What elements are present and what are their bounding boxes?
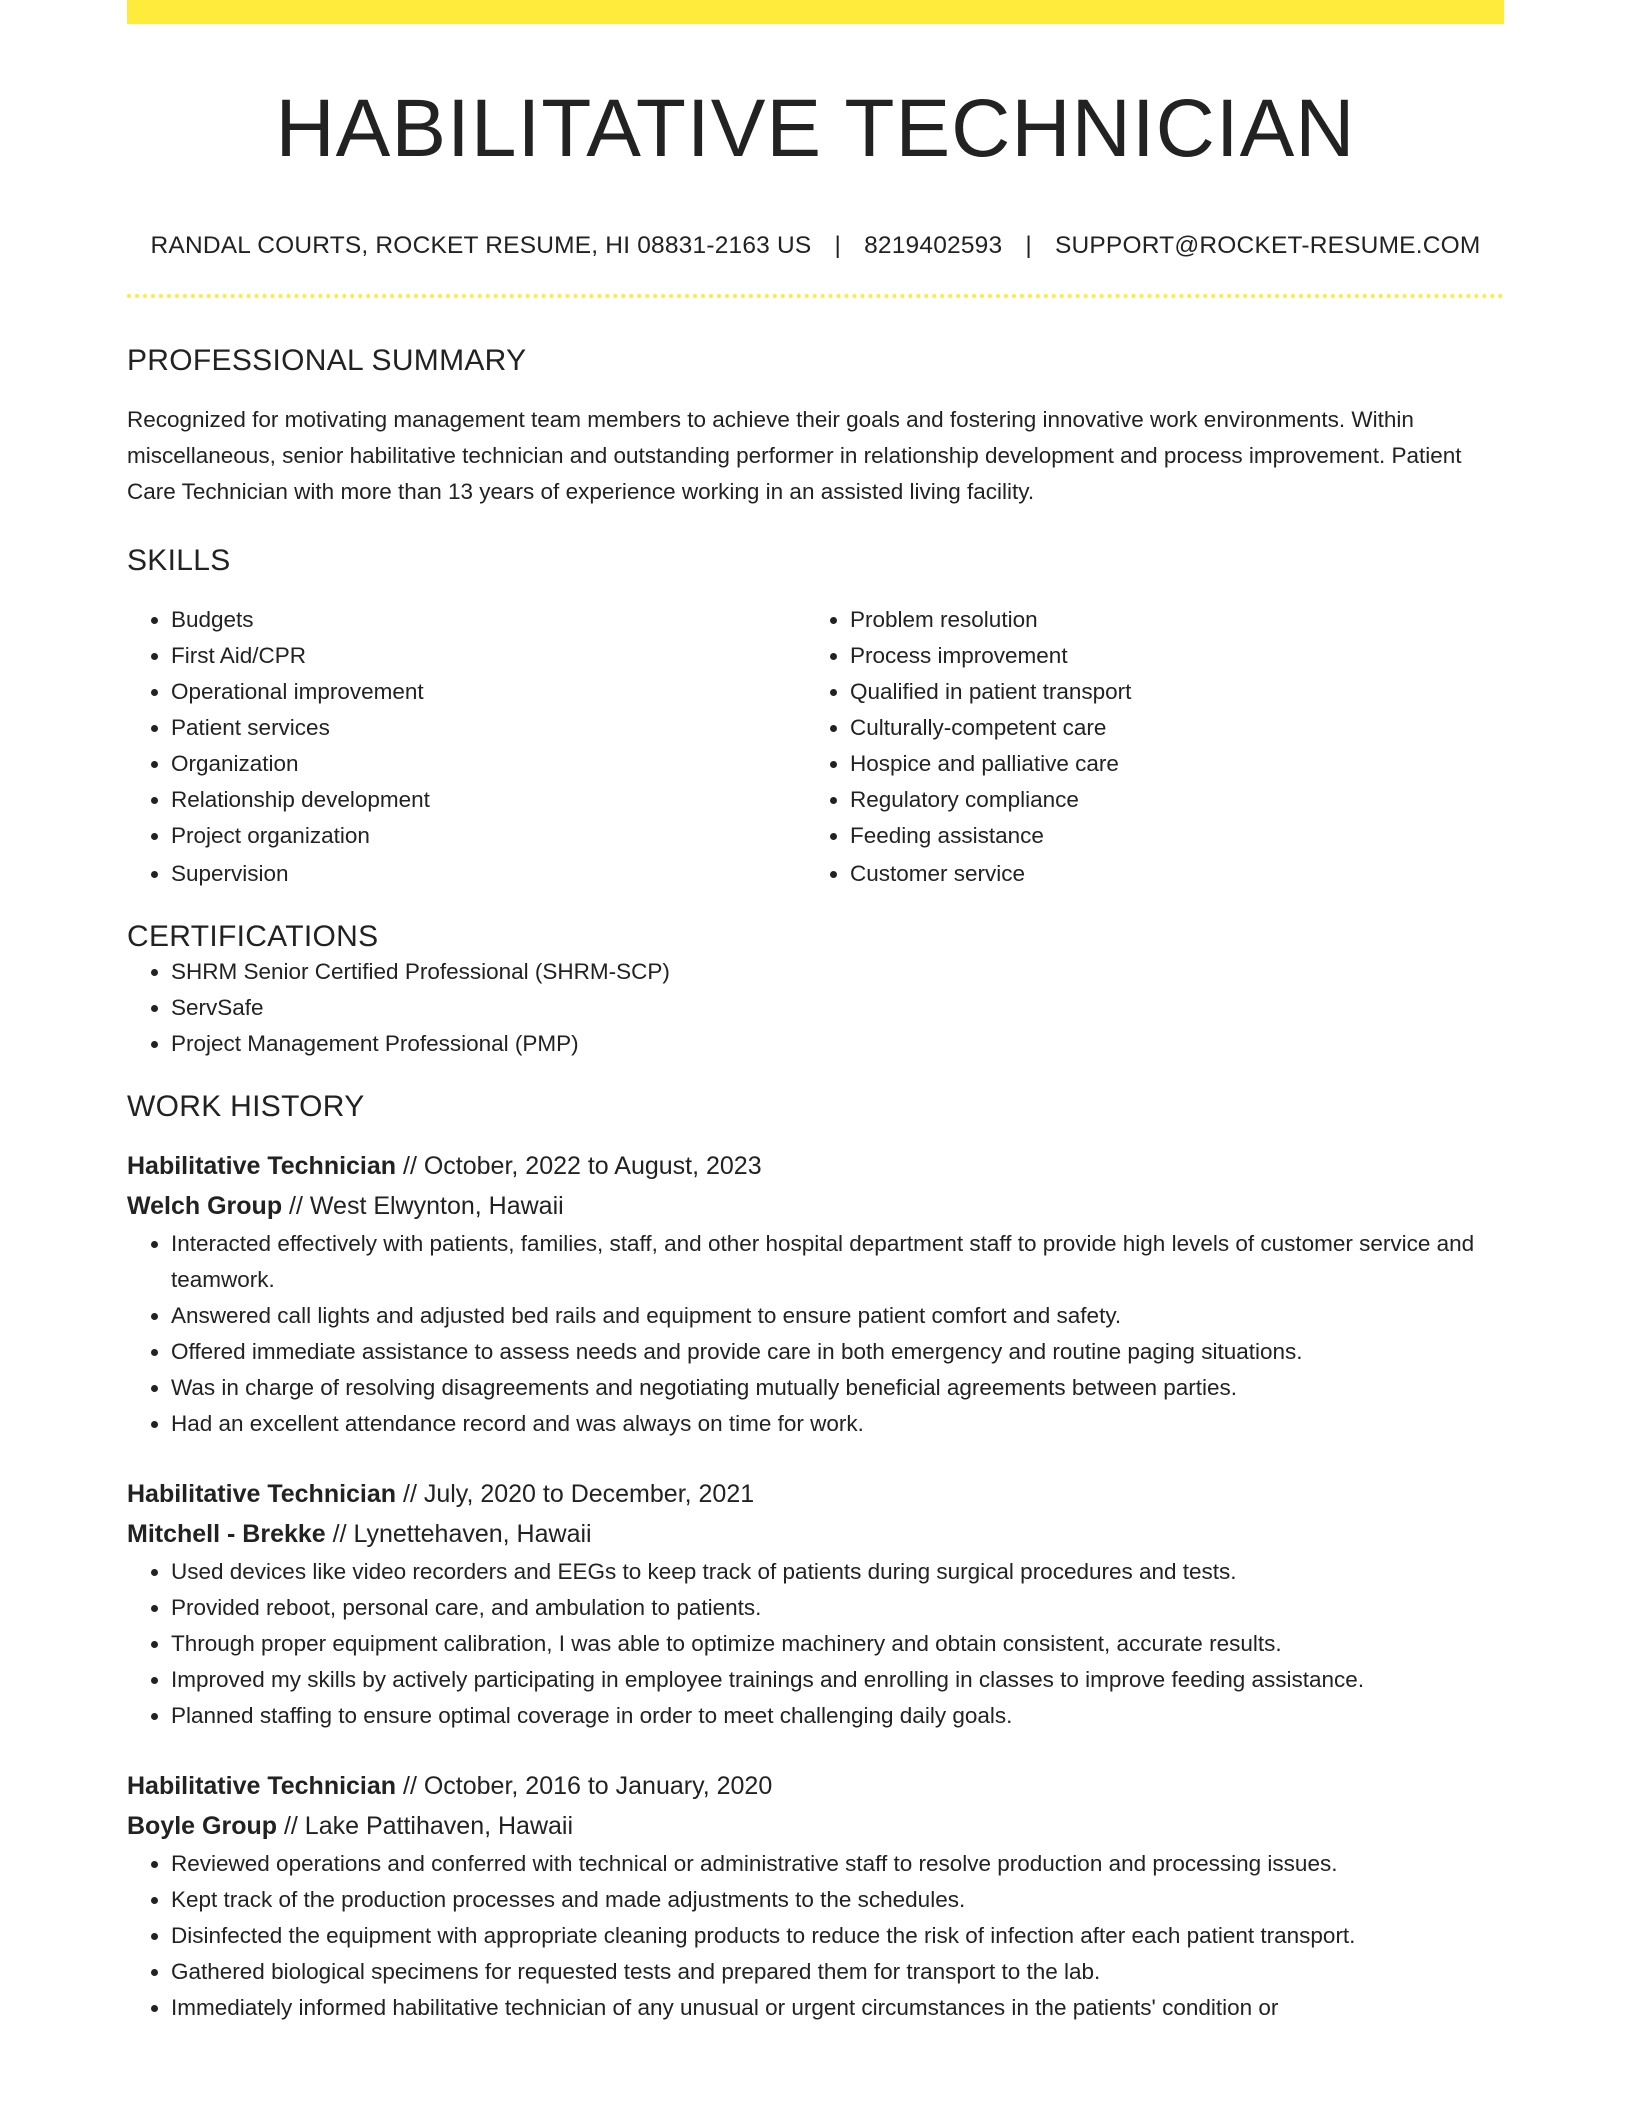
certification-item: • ServSafe: [171, 990, 1504, 1026]
job-bullet: • Kept track of the production processes and made adjustments to the schedules.: [171, 1882, 1504, 1918]
job-bullet: • Planned staffing to ensure optimal coverage in order to meet challenging daily goals.: [171, 1698, 1504, 1734]
skill-item: • Operational improvement: [171, 674, 806, 710]
contact-address: RANDAL COURTS, ROCKET RESUME, HI 08831-2163 US: [150, 232, 812, 260]
skills-right-list: [806, 602, 1485, 892]
skills-heading: SKILLS: [127, 544, 231, 578]
job-title: Habilitative Technician: [127, 1772, 397, 1801]
job-title-line: [127, 1146, 1504, 1186]
skill-item: • Patient services: [171, 710, 806, 746]
skill-item: • Problem resolution: [850, 602, 1485, 638]
skill-item: • Project organization: [171, 818, 806, 854]
job-bullet: • Through proper equipment calibration, I was able to optimize machinery and obtain consistent, accurate results.: [171, 1626, 1504, 1662]
job-bullet: • Had an excellent attendance record and was always on time for work.: [171, 1406, 1504, 1442]
resume-name: HABILITATIVE TECHNICIAN: [275, 83, 1356, 174]
job-company: Mitchell - Brekke: [127, 1520, 326, 1549]
job-bullet: • Improved my skills by actively participating in employee trainings and enrolling in classes to improve feeding assistance.: [171, 1662, 1504, 1698]
job-entry: [127, 1766, 1504, 2026]
job-bullet: • Answered call lights and adjusted bed rails and equipment to ensure patient comfort and safety.: [171, 1298, 1504, 1334]
job-title-line: [127, 1474, 1504, 1514]
summary-text: Recognized for motivating management team members to achieve their goals and fostering innovative work environments. Within miscellaneous, senior habilitative technician and outstanding performer in relationship development and process improvement. Patient Care Technician with more than 13 years of experience working in an assisted living facility.: [127, 407, 1462, 505]
contact-email: SUPPORT@ROCKET-RESUME.COM: [1054, 232, 1481, 260]
job-bullet: • Disinfected the equipment with appropriate cleaning products to reduce the risk of infection after each patient transport.: [171, 1918, 1504, 1954]
skill-item: • Process improvement: [850, 638, 1485, 674]
skill-item: • Hospice and palliative care: [850, 746, 1485, 782]
job-entry: [127, 1146, 1504, 1442]
job-company: Boyle Group: [127, 1812, 278, 1841]
job-title: Habilitative Technician: [127, 1152, 397, 1181]
job-company-line: [127, 1806, 1504, 1846]
skills-columns: [127, 602, 1504, 892]
skill-item: • Culturally-competent care: [850, 710, 1485, 746]
job-title-line: [127, 1766, 1504, 1806]
job-dates: // October, 2022 to August, 2023: [396, 1152, 762, 1181]
job-bullet: • Provided reboot, personal care, and ambulation to patients.: [171, 1590, 1504, 1626]
skills-left-list: [127, 602, 806, 892]
skill-item: • Customer service: [850, 856, 1485, 892]
header-divider: [127, 294, 1504, 298]
job-bullet: • Immediately informed habilitative technician of any unusual or urgent circumstances in the patients' condition or: [171, 1990, 1504, 2026]
job-bullet: • Reviewed operations and conferred with technical or administrative staff to resolve production and processing issues.: [171, 1846, 1504, 1882]
job-dates: // October, 2016 to January, 2020: [396, 1772, 773, 1801]
job-bullet: • Offered immediate assistance to assess needs and provide care in both emergency and routine paging situations.: [171, 1334, 1504, 1370]
job-location: // Lake Pattihaven, Hawaii: [277, 1812, 574, 1841]
job-bullet: • Used devices like video recorders and EEGs to keep track of patients during surgical procedures and tests.: [171, 1554, 1504, 1590]
job-bullet: • Gathered biological specimens for requested tests and prepared them for transport to the lab.: [171, 1954, 1504, 1990]
summary-heading: PROFESSIONAL SUMMARY: [127, 344, 527, 378]
certifications-heading: CERTIFICATIONS: [127, 920, 379, 954]
contact-separator: |: [834, 232, 842, 260]
contact-line: [127, 232, 1504, 260]
skill-item: • Feeding assistance: [850, 818, 1485, 854]
job-bullets: [127, 1846, 1504, 2026]
job-bullets: [127, 1226, 1504, 1442]
job-dates: // July, 2020 to December, 2021: [396, 1480, 755, 1509]
contact-separator: |: [1025, 232, 1032, 260]
job-entry: [127, 1474, 1504, 1734]
job-bullet: • Interacted effectively with patients, families, staff, and other hospital department staff to provide high levels of customer service and teamwork.: [171, 1226, 1504, 1298]
certifications-list: [127, 954, 1504, 1062]
job-company-line: [127, 1186, 1504, 1226]
job-company-line: [127, 1514, 1504, 1554]
job-title: Habilitative Technician: [127, 1480, 397, 1509]
certification-item: • Project Management Professional (PMP): [171, 1026, 1504, 1062]
certification-item: • SHRM Senior Certified Professional (SHRM-SCP): [171, 954, 1504, 990]
skill-item: • Organization: [171, 746, 806, 782]
contact-phone: 8219402593: [864, 232, 1003, 260]
resume-page: [127, 0, 1504, 2026]
job-location: // West Elwynton, Hawaii: [282, 1192, 564, 1221]
job-location: // Lynettehaven, Hawaii: [325, 1520, 592, 1549]
skill-item: • Relationship development: [171, 782, 806, 818]
job-company: Welch Group: [127, 1192, 283, 1221]
skill-item: • First Aid/CPR: [171, 638, 806, 674]
skill-item: • Supervision: [171, 856, 806, 892]
accent-top-bar: [127, 0, 1504, 24]
skill-item: • Qualified in patient transport: [850, 674, 1485, 710]
job-bullet: • Was in charge of resolving disagreements and negotiating mutually beneficial agreements between parties.: [171, 1370, 1504, 1406]
work-history-heading: WORK HISTORY: [127, 1090, 365, 1124]
skill-item: • Budgets: [171, 602, 806, 638]
job-bullets: [127, 1554, 1504, 1734]
skill-item: • Regulatory compliance: [850, 782, 1485, 818]
